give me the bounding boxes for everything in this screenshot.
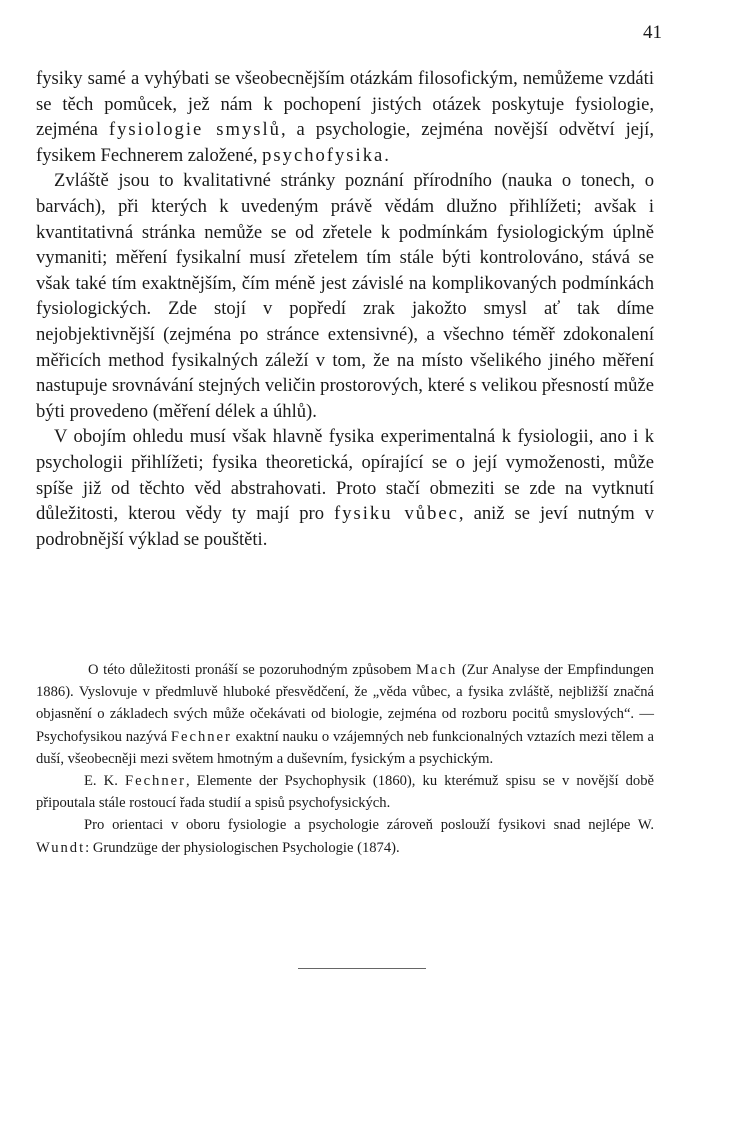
body-text bbox=[36, 66, 654, 552]
footnote-3-part-c: : Grundzüge der physiologischen Psychologie (1874). bbox=[85, 839, 400, 856]
emphasis-fysiologie-smyslu: fysiologie smyslů bbox=[108, 119, 281, 141]
footnote-1-part-a: O této důležitosti pronáší se pozoruhodným způsobem bbox=[88, 662, 417, 678]
footnote-1-part-e: exaktní nauku o vzájemných neb funkcionalných vztazích mezi tělem a duší, všeobecněji mezi světem hmotným a duševním, fysickým a psychickým. bbox=[36, 728, 654, 767]
emphasis-wundt: Wundt bbox=[36, 839, 86, 856]
footnote-2-part-c: , Elemente der Psychophysik (1860), ku kterémuž spisu se v novější době připoutala stále rostoucí řada studií a spisů psychofysických. bbox=[36, 773, 654, 812]
footnote-end-separator bbox=[298, 968, 426, 969]
footnote-1-part-c: (Zur Analyse der Empfindungen 1886). Vyslovuje v předmluvě hluboké přesvědčení, že „věda vůbec, a fysika zvláště, nejbližší značná objasnění o základech svých může očekávati od biologie, zejména od rozboru pocitů smyslových“. — Psychofysikou nazývá bbox=[36, 662, 654, 745]
footnotes bbox=[36, 659, 654, 859]
footnote-3-part-a: Pro orientaci v oboru fysiologie a psychologie zároveň poslouží fysikovi snad nejlépe W. bbox=[84, 817, 654, 834]
paragraph-1 bbox=[36, 66, 654, 168]
paragraph-3-part-c: , aniž se jeví nutným v podrobnější výklad se pouštěti. bbox=[36, 503, 655, 550]
emphasis-mach: Mach bbox=[416, 662, 458, 678]
footnote-1 bbox=[36, 659, 654, 770]
footnote-2-part-a: E. K. bbox=[84, 773, 125, 790]
paragraph-1-part-c: , a psychologie, zejména novější odvětví její, fysikem Fechnerem založené, bbox=[36, 119, 654, 166]
page-number: 41 bbox=[643, 22, 662, 43]
footnote-3 bbox=[36, 814, 654, 858]
paragraph-1-part-a: fysiky samé a vyhýbati se všeobecnějším otázkám filosofickým, nemůžeme vzdáti se těch pomůcek, jež nám k pochopení jistých otázek poskytuje fysiologie, zejména bbox=[36, 68, 654, 141]
footnote-2 bbox=[36, 770, 654, 814]
emphasis-fysiku-vubec: fysiku vůbec bbox=[334, 503, 459, 525]
emphasis-psychofysika: psychofysika bbox=[262, 144, 385, 166]
paragraph-3 bbox=[36, 424, 654, 552]
paragraph-2: Zvláště jsou to kvalitativné stránky poznání přírodního (nauka o tonech, o barvách), při kterých k uvedeným právě vědám dlužno přihlížeti; avšak i kvantitativná stránka nemůže se od zřetele k podmínkám fysiologickým úplně vymaniti; měření fysikalní musí zřetelem tím stále býti kontrolováno, stává se však také tím exaktnějším, čím méně jest závislé na komplikovaných podmínkách fysiologických. Zde stojí v popředí zrak jakožto smysl ať tak díme nejobjektivnější (zejména po stránce extensivné), a všechno téměř zdokonalení měřicích method fysikalných záleží v tom, že na místo všelikého jiného měření nastupuje srovnávání stejných veličin prostorových, které s velikou přesností může býti provedeno (měření délek a úhlů). bbox=[36, 170, 654, 422]
paragraph-1-part-e: . bbox=[384, 144, 389, 166]
emphasis-fechner: Fechner bbox=[170, 728, 232, 745]
paragraph-3-part-a: V obojím ohledu musí však hlavně fysika experimentalná k fysiologii, ano i k psychologii přihlížeti; fysika theoretická, opírající se o její vymoženosti, může spíše již od těchto věd abstrahovati. Proto stačí obmeziti se zde na vytknutí důležitosti, kterou vědy ty mají pro bbox=[36, 426, 654, 525]
emphasis-fechner-2: Fechner bbox=[124, 773, 186, 790]
